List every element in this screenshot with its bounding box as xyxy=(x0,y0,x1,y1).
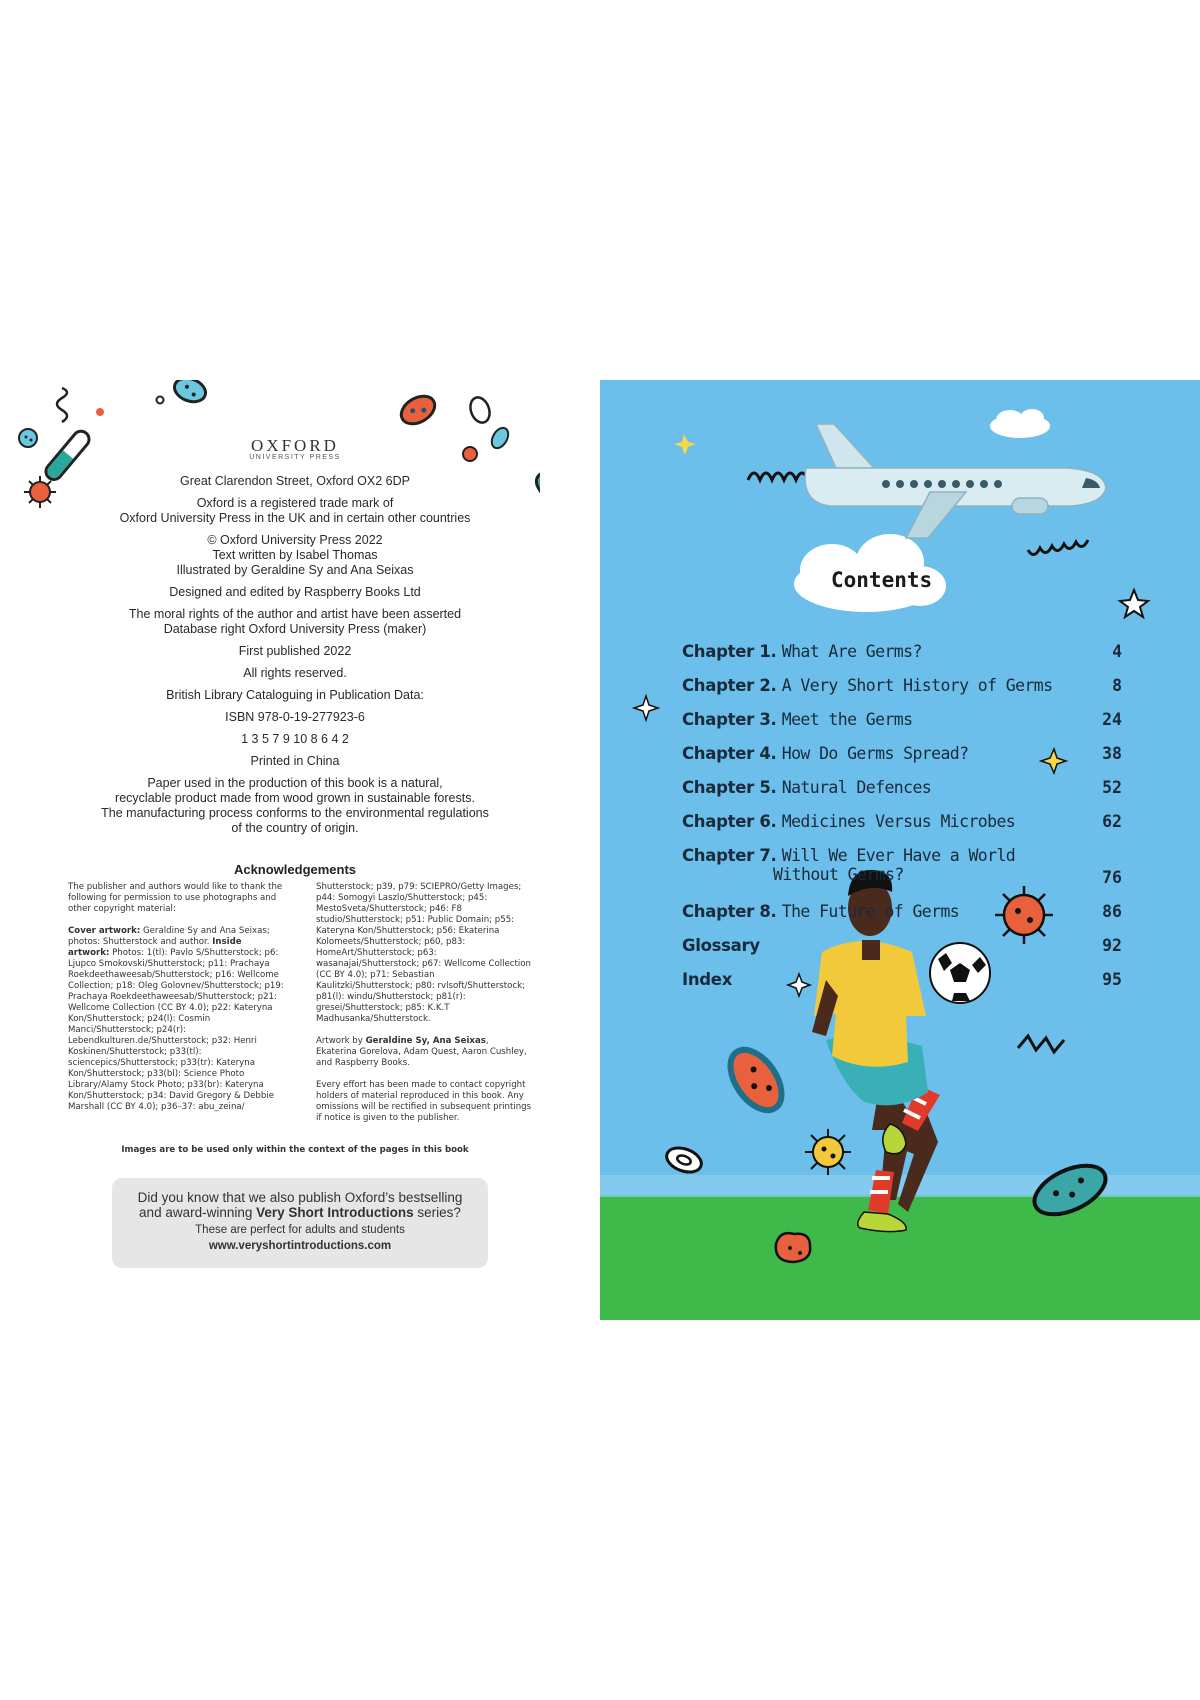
white-star-icon xyxy=(1120,590,1148,617)
promo-line-1: Did you know that we also publish Oxford’s bestselling xyxy=(137,1190,463,1205)
spiky-virus-icon xyxy=(24,476,56,508)
logo-sub-text: UNIVERSITY PRESS xyxy=(249,454,341,461)
teal-bacteria-icon xyxy=(530,465,540,510)
toc-chapter-label: Chapter 8. xyxy=(682,902,777,921)
black-squiggle-icon xyxy=(748,473,808,480)
promo-line-2c: series? xyxy=(413,1205,461,1220)
toc-chapter-label: Chapter 6. xyxy=(682,812,777,831)
toc-item-chapter-4[interactable] xyxy=(682,744,1122,778)
database-right: Database right Oxford University Press (maker) xyxy=(163,622,427,636)
ack-artwork xyxy=(316,1036,532,1069)
logo-main-text: OXFORD xyxy=(251,436,339,455)
artwork-names: Geraldine Sy, Ana Seixas xyxy=(365,1036,486,1046)
toc-chapter-title: Will We Ever Have a World xyxy=(781,846,1016,865)
isbn: ISBN 978-0-19-277923-6 xyxy=(225,710,365,724)
cataloguing: British Library Cataloguing in Publication Data: xyxy=(166,688,424,702)
inside-text: Photos: 1(tl): Pavlo S/Shutterstock; p6: Ljupco Smokovski/Shutterstock; p11: Prachaya Roekdeethaweesab/Shutterstock; p16: Wellcome Collection; p18: Oleg Golovnev/Shutterstock; p19: Prachaya Roekdeethaweesab/Shutterstock; p21: Wellcome Collection (CC BY 4.0); p22: Kateryna Kon/Shutterstock; p24(l): Cosmin Manci/Shutterstock; p24(r): Lebendkulturen.de/Shutterstock; p32: Henri Koskinen/Shutterstock; p33(tl): sciencepics/Shutterstock; p33(tr): Kateryna Kon/Shutterstock; p33(bl): Science Photo Library/Alamy Stock Photo; p33(br): Kateryna Kon/Shutterstock; p34: David Gregory & Debbie Marshall (CC BY 4.0); p36–37: abu_zeina/ xyxy=(68,948,284,1112)
artwork-rest: , Ekaterina Gorelova, Adam Quest, Aaron Cushley, and Raspberry Books. xyxy=(316,1036,527,1068)
toc-chapter-label: Chapter 7. xyxy=(682,846,777,865)
toc-chapter-label: Chapter 5. xyxy=(682,778,777,797)
trademark-notice xyxy=(60,496,530,526)
toc-page-number: 76 xyxy=(1102,868,1122,887)
ack-col2-text: Shutterstock; p39, p79: SCIEPRO/Getty Images; p44: Somogyi Laszlo/Shutterstock; p45: MestoSveta/Shutterstock; p46: F8 studio/Shutterstock; p51: Public Domain; p55: Kateryna Kon/Shutterstock; p56: Ekaterina Kolomeets/Shutterstock; p60, p83: HomeArt/Shutterstock; p63: wasanajai/Shutterstock; p67: Wellcome Collection (CC BY 4.0); p71: Sebastian Kaulitzki/Shutterstock; p80: rvlsoft/Shutterstock; p81(l): windu/Shutterstock; p81(r): gresei/Shutterstock; p85: K.K.T Madhusanka/Shutterstock. xyxy=(316,882,531,1024)
inside-label: Inside artwork: xyxy=(68,937,242,958)
toc-chapter-title: What Are Germs? xyxy=(781,642,922,661)
yellow-virus-icon xyxy=(805,1129,851,1175)
toc-chapter-label: Chapter 1. xyxy=(682,642,777,661)
black-loop-squiggle-icon xyxy=(1028,540,1088,555)
vsi-promo-box xyxy=(112,1178,488,1268)
toc-item-chapter-1[interactable] xyxy=(682,642,1122,676)
promo-audience: These are perfect for adults and students xyxy=(195,1224,405,1236)
toc-page-number: 8 xyxy=(1112,676,1122,695)
promo-line-2a: and award-winning xyxy=(139,1205,257,1220)
ack-effort-note: Every effort has been made to contact copyright holders of material reproduced in this book. Any omissions will be rectified in subsequent printings if notice is given to the publisher. xyxy=(316,1080,532,1123)
ack-cover-credits xyxy=(68,926,284,1113)
promo-series-name: Very Short Introductions xyxy=(256,1205,414,1220)
toc-page-number: 38 xyxy=(1102,744,1122,763)
copyright: © Oxford University Press 2022 xyxy=(207,533,383,547)
paper-line-3: The manufacturing process conforms to the environmental regulations xyxy=(101,806,489,820)
toc-item-chapter-6[interactable] xyxy=(682,812,1122,846)
toc-chapter-title: How Do Germs Spread? xyxy=(781,744,969,763)
toc-item-chapter-2[interactable] xyxy=(682,676,1122,710)
dot-icon xyxy=(96,408,104,416)
text-by: Text written by Isabel Thomas xyxy=(212,548,378,562)
rights-reserved: All rights reserved. xyxy=(243,666,347,680)
promo-text xyxy=(112,1190,488,1220)
table-of-contents xyxy=(682,642,1122,1004)
paper-line-2: recyclable product made from wood grown in sustainable forests. xyxy=(115,791,475,805)
teal-bacteria-icon xyxy=(1027,1156,1113,1224)
trademark-line-2: Oxford University Press in the UK and in certain other countries xyxy=(119,511,471,525)
toc-chapter-label: Chapter 3. xyxy=(682,710,777,729)
printed-in: Printed in China xyxy=(250,754,340,768)
blue-bacteria-icon xyxy=(171,380,209,406)
airplane-icon xyxy=(805,424,1106,538)
small-blue-germ-icon xyxy=(19,429,37,447)
ack-intro: The publisher and authors would like to thank the following for permission to use photographs and other copyright material: xyxy=(68,882,283,914)
white-burst-icon xyxy=(634,696,658,720)
small-cloud-icon xyxy=(990,409,1050,438)
toc-page-number: 4 xyxy=(1112,642,1122,661)
illustrated-by: Illustrated by Geraldine Sy and Ana Seixas xyxy=(176,563,414,577)
rights-notice xyxy=(60,607,530,637)
toc-chapter-title: Natural Defences xyxy=(781,778,932,797)
images-note: Images are to be used only within the context of the pages in this book xyxy=(121,1145,469,1155)
contents-heading: Contents xyxy=(831,568,933,592)
cover-label: Cover artwork: xyxy=(68,926,141,936)
orange-bacteria-icon xyxy=(396,391,439,430)
paper-notice xyxy=(60,776,530,836)
toc-chapter-title: The Future of Germs xyxy=(781,902,960,921)
yellow-spark-icon xyxy=(674,434,696,455)
toc-chapter-label: Chapter 4. xyxy=(682,744,777,763)
imprint-page xyxy=(60,380,530,1320)
artwork-prefix: Artwork by xyxy=(316,1036,366,1046)
ring-cell-icon xyxy=(663,1144,704,1177)
imprint-text xyxy=(60,474,530,843)
toc-chapter-title-line-2: Without Germs? xyxy=(773,865,904,884)
toc-chapter-title: Medicines Versus Microbes xyxy=(781,812,1016,831)
toc-page-number: 62 xyxy=(1102,812,1122,831)
toc-item-chapter-7[interactable] xyxy=(682,846,1122,902)
toc-page-number: 86 xyxy=(1102,902,1122,921)
squiggle-icon xyxy=(57,388,67,422)
toc-chapter-label: Glossary xyxy=(682,936,760,955)
print-line: 1 3 5 7 9 10 8 6 4 2 xyxy=(241,732,349,746)
orange-blob-icon xyxy=(776,1233,810,1262)
toc-chapter-title: Meet the Germs xyxy=(781,710,913,729)
ring-icon xyxy=(157,397,164,404)
acknowledgements-column-1 xyxy=(68,882,284,1135)
toc-item-glossary[interactable] xyxy=(682,936,1122,970)
toc-page-number: 52 xyxy=(1102,778,1122,797)
toc-page-number: 24 xyxy=(1102,710,1122,729)
toc-item-chapter-5[interactable] xyxy=(682,778,1122,812)
trademark-line-1: Oxford is a registered trade mark of xyxy=(196,496,394,510)
paper-line-4: of the country of origin. xyxy=(231,821,359,835)
toc-page-number: 92 xyxy=(1102,936,1122,955)
designed-by: Designed and edited by Raspberry Books Ltd xyxy=(169,585,421,599)
toc-chapter-label: Chapter 2. xyxy=(682,676,777,695)
acknowledgements-columns xyxy=(68,882,532,1135)
moral-rights: The moral rights of the author and artist have been asserted xyxy=(128,607,462,621)
toc-chapter-label: Index xyxy=(682,970,733,989)
paper-line-1: Paper used in the production of this book is a natural, xyxy=(147,776,443,790)
credits xyxy=(60,533,530,578)
toc-item-chapter-3[interactable] xyxy=(682,710,1122,744)
orange-bacteria-icon xyxy=(720,1041,792,1120)
zigzag-icon xyxy=(1018,1036,1064,1052)
acknowledgements-column-2 xyxy=(316,882,532,1135)
promo-url-link[interactable]: www.veryshortintroductions.com xyxy=(208,1240,392,1252)
first-published: First published 2022 xyxy=(238,644,352,658)
toc-chapter-title: A Very Short History of Germs xyxy=(781,676,1053,695)
contents-page xyxy=(600,380,1200,1320)
oval-cell-icon xyxy=(467,395,493,426)
toc-page-number: 95 xyxy=(1102,970,1122,989)
cover-text: Geraldine Sy and Ana Seixas; photos: Shutterstock and author. xyxy=(68,926,270,947)
acknowledgements-title: Acknowledgements xyxy=(233,862,357,877)
oxford-logo xyxy=(60,436,530,461)
toc-item-index[interactable] xyxy=(682,970,1122,1004)
toc-item-chapter-8[interactable] xyxy=(682,902,1122,936)
address: Great Clarendon Street, Oxford OX2 6DP xyxy=(180,474,410,488)
